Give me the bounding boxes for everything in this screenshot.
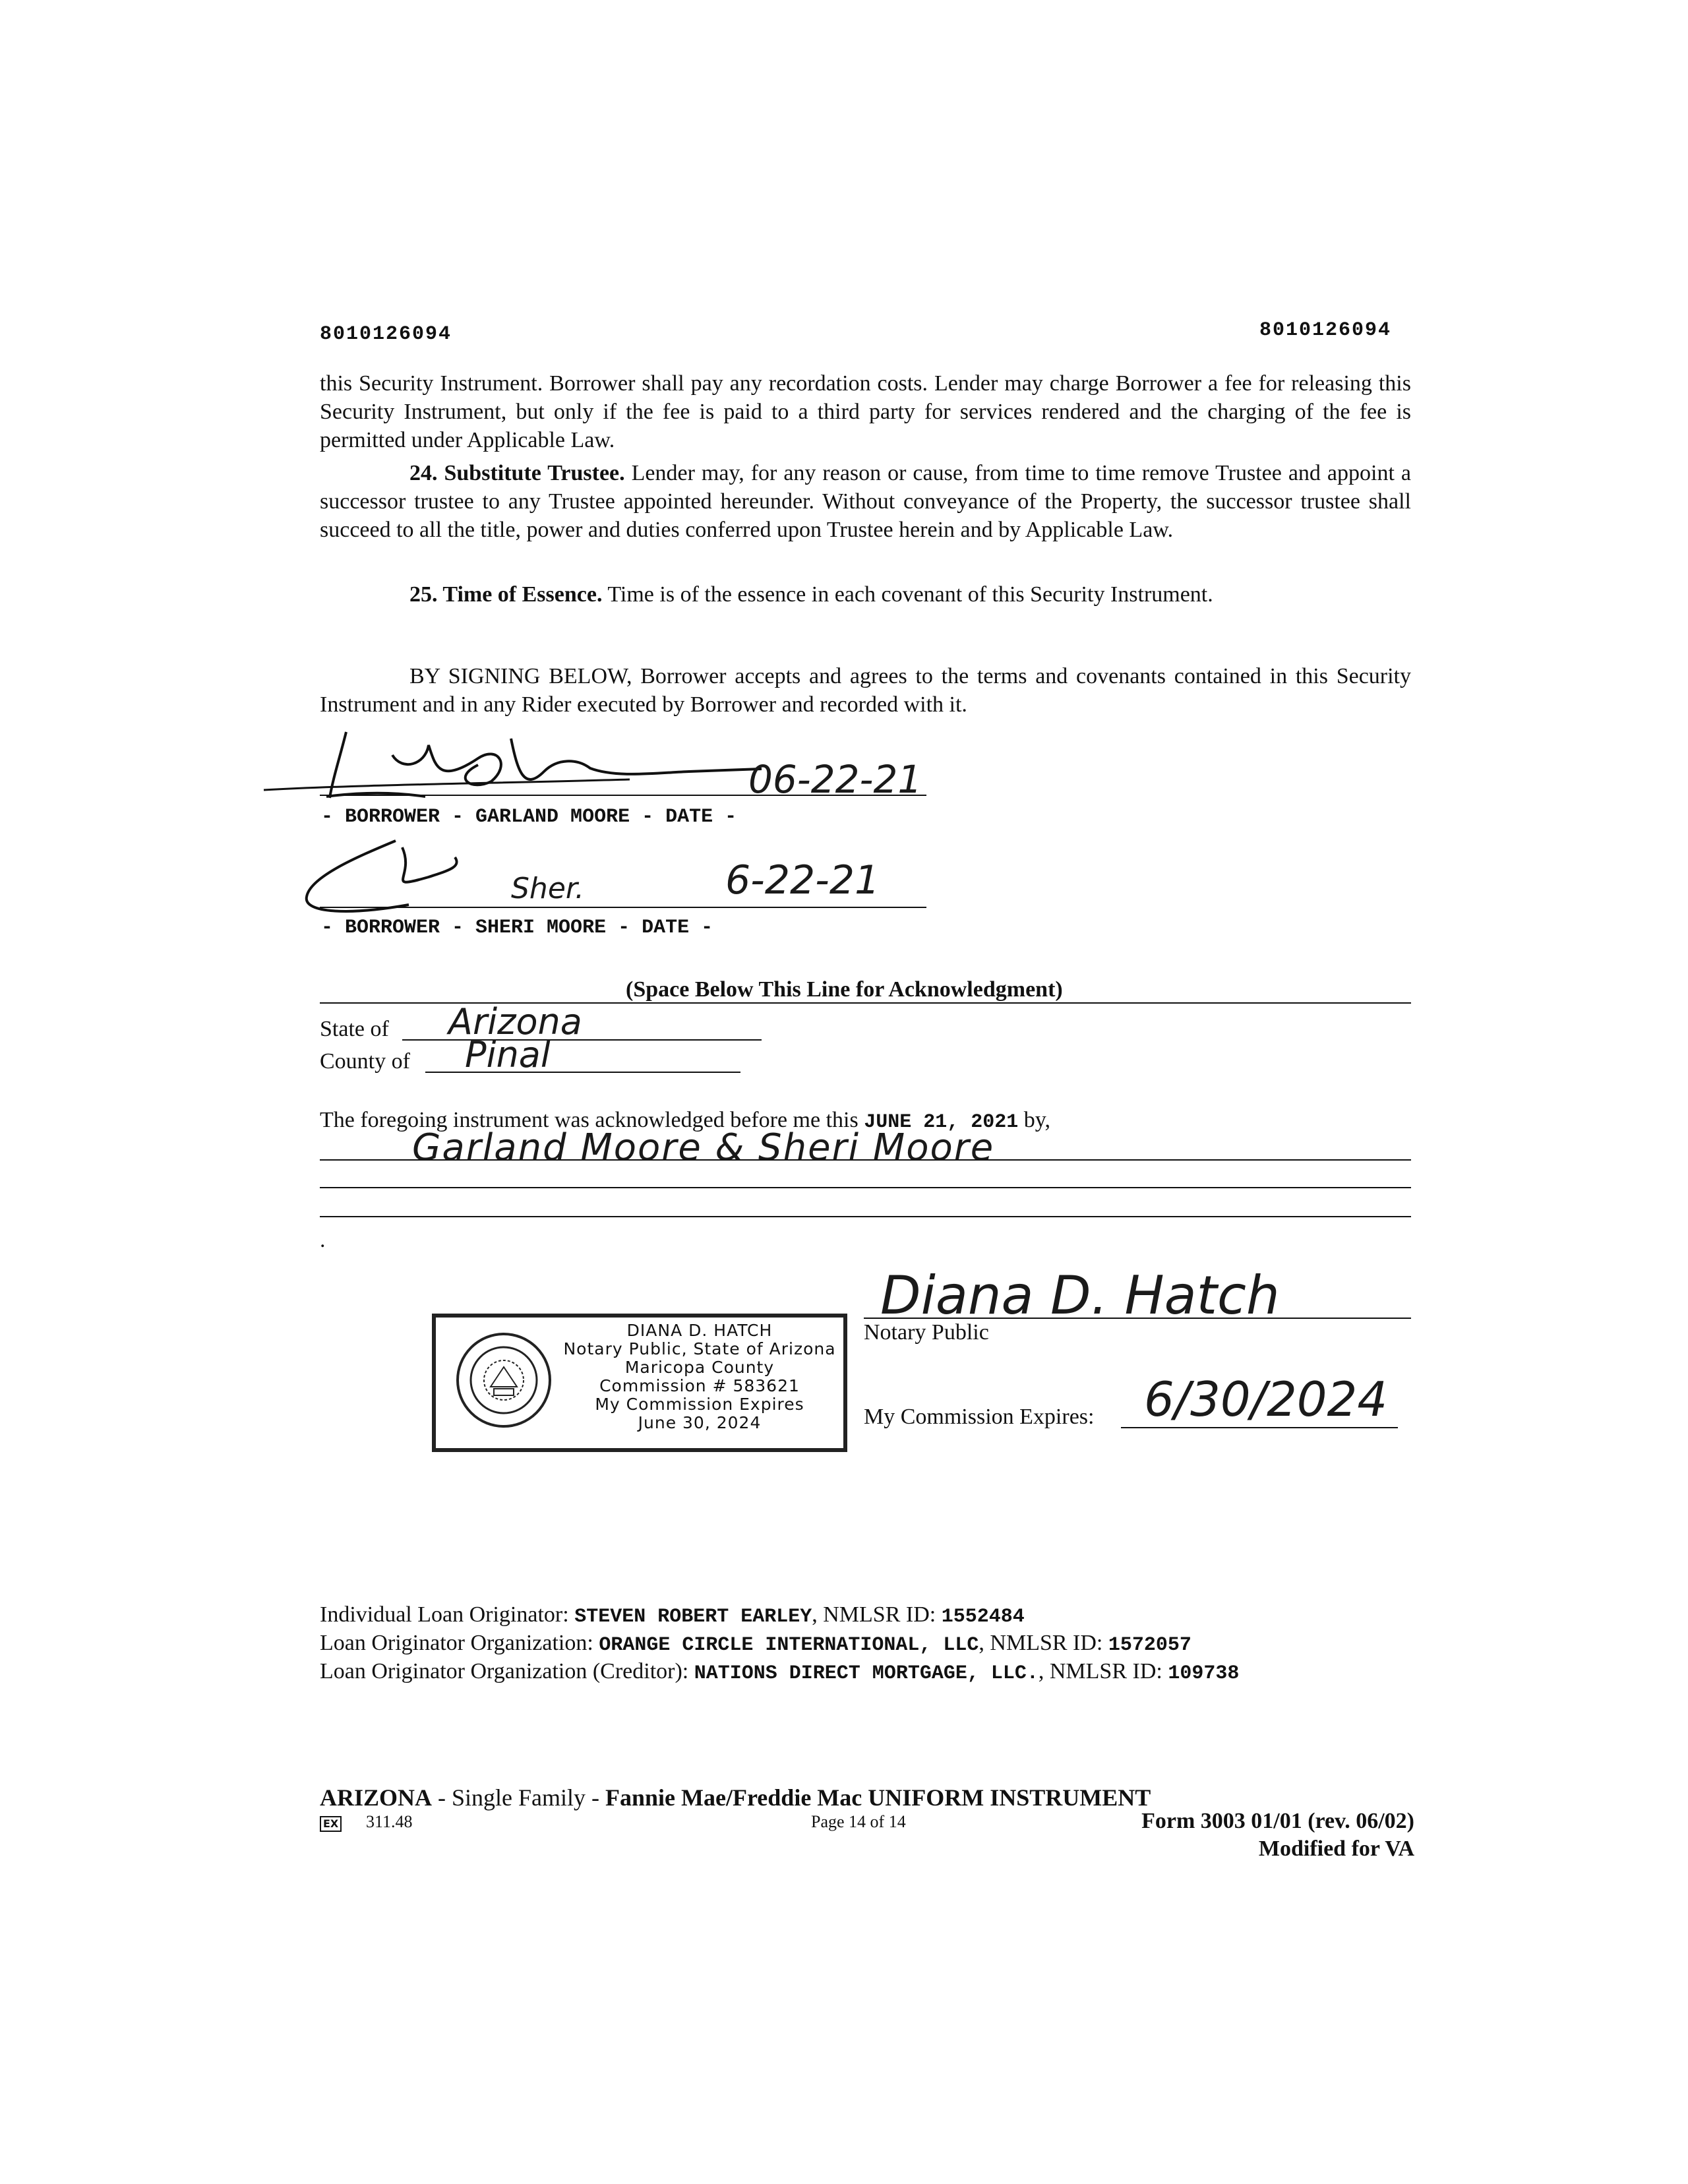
commission-expires-label: My Commission Expires: [864, 1405, 1095, 1429]
loan-originator-creditor [320, 1659, 1239, 1685]
statement-prefix: The foregoing instrument was acknowledged before me this [320, 1108, 864, 1132]
seal-commission-expires-date: June 30, 2024 [638, 1413, 762, 1432]
loan-number-right: 8010126094 [1259, 319, 1392, 342]
acknowledgment-divider-label: (Space Below This Line for Acknowledgment) [623, 977, 1066, 1002]
stray-mark: . [320, 1228, 326, 1252]
seal-county: Maricopa County [624, 1358, 775, 1377]
section-24-text: Lender may, for any reason or cause, from time to time remove Trustee and appoint a successor trustee to any Trustee appointed hereunder. Without conveyance of the Property, the successor trustee shall succeed to all the title, power and duties conferred upon Trustee herein and by Applicable Law. [320, 461, 1411, 542]
borrower1-label: - BORROWER - GARLAND MOORE - DATE - [321, 806, 737, 828]
notary-handwritten-signature: Diana D. Hatch [880, 1265, 1280, 1326]
borrower1-handwritten-date: 06-22-21 [748, 757, 922, 802]
footer-code: 311.48 [366, 1812, 413, 1831]
borrower2-signature-scribble [290, 831, 659, 923]
ilo-label: Individual Loan Originator: [320, 1602, 575, 1627]
section-25-heading: 25. Time of Essence. [409, 582, 603, 607]
section-24-heading: 24. Substitute Trustee. [409, 461, 625, 485]
signers-line-2 [320, 1187, 1411, 1188]
notary-public-label: Notary Public [864, 1320, 989, 1345]
county-handwritten: Pinal [465, 1034, 551, 1076]
footer-code-badge: EX [320, 1816, 342, 1832]
state-label: State of [320, 1017, 389, 1041]
section-25-text: Time is of the essence in each covenant of this Security Instrument. [602, 582, 1213, 607]
seal-notary-title: Notary Public, State of Arizona [563, 1339, 836, 1358]
paragraph-recordation: this Security Instrument. Borrower shall pay any recordation costs. Lender may charge Borrower a fee for releasing this Security Instrument, but only if the fee is paid to a third party for services rendered and the charging of the fee is permitted under Applicable Law. [320, 371, 1411, 452]
state-handwritten: Arizona [448, 1001, 582, 1043]
loc-label: Loan Originator Organization (Creditor): [320, 1659, 694, 1684]
ilo-id-label: , NMLSR ID: [812, 1602, 942, 1627]
statement-date: JUNE 21, 2021 [864, 1111, 1019, 1134]
footer-modified: Modified for VA [1258, 1836, 1414, 1861]
loc-id-label: , NMLSR ID: [1038, 1659, 1168, 1684]
footer-type: - Single Family - [432, 1784, 606, 1811]
footer-instrument: Fannie Mae/Freddie Mac UNIFORM INSTRUMENT [605, 1784, 1151, 1811]
borrower2-signature-line [320, 907, 926, 908]
loan-originator-organization [320, 1631, 1191, 1656]
individual-loan-originator [320, 1602, 1025, 1628]
lo-label: Loan Originator Organization: [320, 1631, 599, 1655]
section-25 [320, 580, 1411, 609]
seal-text [555, 1321, 845, 1432]
footer-state: ARIZONA [320, 1784, 433, 1811]
signers-line-3 [320, 1216, 1411, 1217]
borrower2-handwritten-date: 6-22-21 [725, 857, 880, 903]
notary-seal-stamp [432, 1314, 847, 1452]
ilo-id: 1552484 [941, 1606, 1025, 1628]
loc-id: 109738 [1168, 1662, 1240, 1685]
commission-expires-line [1121, 1427, 1398, 1428]
footer-page-number: Page 14 of 14 [811, 1812, 906, 1831]
commission-expires-handwritten: 6/30/2024 [1144, 1372, 1388, 1427]
section-24 [320, 459, 1411, 544]
seal-commission-expires-label: My Commission Expires [595, 1395, 804, 1414]
footer-form-title [320, 1784, 1151, 1811]
loc-name: NATIONS DIRECT MORTGAGE, LLC. [694, 1662, 1039, 1685]
borrower2-label: - BORROWER - SHERI MOORE - DATE - [321, 917, 713, 939]
loan-number-left: 8010126094 [320, 323, 452, 346]
signing-statement: BY SIGNING BELOW, Borrower accepts and agrees to the terms and covenants contained in this Security Instrument and in any Rider executed by Borrower and recorded with it. [320, 664, 1411, 717]
county-label: County of [320, 1049, 410, 1074]
signers-handwritten: Garland Moore & Sheri Moore [412, 1126, 995, 1169]
lo-name: ORANGE CIRCLE INTERNATIONAL, LLC [599, 1634, 979, 1656]
statement-suffix: by, [1018, 1108, 1051, 1132]
signers-line-1 [320, 1159, 1411, 1161]
notary-signature-line [864, 1318, 1411, 1319]
footer-form-number: Form 3003 01/01 (rev. 06/02) [1141, 1809, 1414, 1833]
lo-id: 1572057 [1108, 1634, 1191, 1656]
borrower2-handwritten-name: Sher. [511, 872, 584, 905]
borrower1-signature-line [320, 795, 926, 796]
seal-notary-name: DIANA D. HATCH [626, 1321, 773, 1340]
arizona-state-seal-icon [454, 1331, 553, 1430]
lo-id-label: , NMLSR ID: [979, 1631, 1108, 1655]
seal-commission-number: Commission # 583621 [599, 1376, 800, 1395]
ilo-name: STEVEN ROBERT EARLEY [574, 1606, 812, 1628]
